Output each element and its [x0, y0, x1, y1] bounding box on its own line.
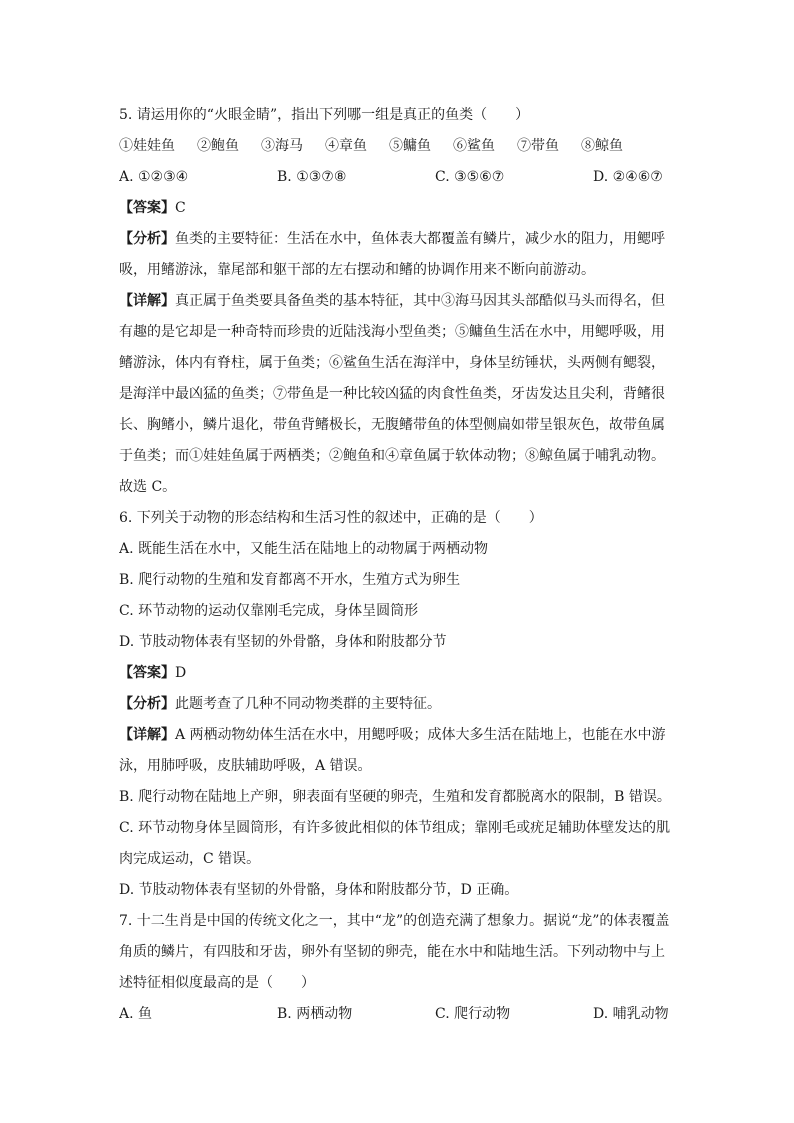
question-content — [119, 100, 675, 1030]
q5-detail-line: 有趣的是它却是一种奇特而珍贵的近陆浅海小型鱼类；⑤鳙鱼生活在水中，用鳃呼吸，用 — [119, 324, 665, 340]
q5-detail-line: 是海洋中最凶猛的鱼类；⑦带鱼是一种比较凶猛的肉食性鱼类，牙齿发达且尖利，背鳍很 — [119, 386, 665, 402]
answer-tag: 【答案】 — [119, 665, 175, 681]
q5-item: ③海马 — [261, 138, 303, 154]
q7-choice-d: D. 哺乳动物 — [593, 1006, 669, 1022]
q7-stem-line: 角质的鳞片，有四肢和牙齿，卵外有坚韧的卵壳，能在水中和陆地生活。下列动物中与上 — [119, 944, 665, 960]
q6-detail-line: C. 环节动物身体呈圆筒形，有许多彼此相似的体节组成；靠刚毛或疣足辅助体壁发达的肌 — [119, 820, 671, 836]
q5-item: ④章鱼 — [325, 138, 367, 154]
q5-choice-c: C. ③⑤⑥⑦ — [435, 169, 505, 185]
q5-stem: 5. 请运用你的“火眼金睛”，指出下列哪一组是真正的鱼类（ ） — [119, 107, 530, 123]
q6-stem: 6. 下列关于动物的形态结构和生活习性的叙述中，正确的是（ ） — [119, 510, 543, 526]
q5-choice-b: B. ①③⑦⑧ — [277, 169, 347, 185]
analysis-tag: 【分析】 — [119, 231, 175, 247]
q5-choice-a: A. ①②③④ — [119, 169, 189, 185]
q5-detail-line: 于鱼类；而①娃娃鱼属于两栖类；②鲍鱼和④章鱼属于软体动物；⑧鲸鱼属于哺乳动物。 — [119, 448, 665, 464]
q7-choices — [119, 999, 675, 1030]
q6-option-d: D. 节肢动物体表有坚韧的外骨骼，身体和附肢都分节 — [119, 634, 447, 650]
q5-items — [119, 131, 675, 162]
q5-detail-line: 长、胸鳍小，鳞片退化，带鱼背鳍极长，无腹鳍带鱼的体型侧扁如带呈银灰色，故带鱼属 — [119, 417, 665, 433]
q5-item: ⑥鲨鱼 — [453, 138, 495, 154]
q6-detail-line: D. 节肢动物体表有坚韧的外骨骼，身体和附肢都分节，D 正确。 — [119, 882, 519, 898]
q7-stem-line: 7. 十二生肖是中国的传统文化之一，其中“龙”的创造充满了想象力。据说“龙”的体表覆盖 — [119, 913, 670, 929]
q6-analysis: 【分析】此题考查了几种不同动物类群的主要特征。 — [119, 696, 441, 712]
q5-detail-line: 鳍游泳，体内有脊柱，属于鱼类；⑥鲨鱼生活在海洋中，身体呈纺锤状，头两侧有鳃裂， — [119, 355, 665, 371]
q5-detail-line: 【详解】真正属于鱼类要具备鱼类的基本特征，其中③海马因其头部酷似马头而得名，但 — [119, 293, 665, 309]
q6-option-a: A. 既能生活在水中，又能生活在陆地上的动物属于两栖动物 — [119, 541, 489, 557]
q5-analysis-line: 【分析】鱼类的主要特征：生活在水中，鱼体表大都覆盖有鳞片，减少水的阻力，用鳃呼 — [119, 231, 665, 247]
q5-detail-line: 故选 C。 — [119, 479, 177, 495]
q5-item: ①娃娃鱼 — [119, 138, 175, 154]
q6-detail-line: 【详解】A 两栖动物幼体生活在水中，用鳃呼吸；成体大多生活在陆地上，也能在水中游 — [119, 727, 666, 743]
q7-choice-c: C. 爬行动物 — [435, 1006, 511, 1022]
q5-analysis-line: 吸，用鳍游泳，靠尾部和躯干部的左右摆动和鳍的协调作用来不断向前游动。 — [119, 262, 595, 278]
q5-item: ⑦带鱼 — [517, 138, 559, 154]
q7-choice-a: A. 鱼 — [119, 1006, 153, 1022]
q6-option-b: B. 爬行动物的生殖和发育都离不开水，生殖方式为卵生 — [119, 572, 461, 588]
q7-choice-b: B. 两栖动物 — [277, 1006, 353, 1022]
detail-tag: 【详解】 — [119, 727, 175, 743]
q5-item: ⑤鳙鱼 — [389, 138, 431, 154]
q5-choice-d: D. ②④⑥⑦ — [593, 169, 663, 185]
q5-item: ②鲍鱼 — [197, 138, 239, 154]
answer-value: C — [175, 200, 186, 216]
q5-choices — [119, 162, 675, 193]
answer-tag: 【答案】 — [119, 200, 175, 216]
q6-detail-line: B. 爬行动物在陆地上产卵，卵表面有坚硬的卵壳，生殖和发育都脱离水的限制，B 错误。 — [119, 789, 671, 805]
analysis-tag: 【分析】 — [119, 696, 175, 712]
q6-option-c: C. 环节动物的运动仅靠刚毛完成，身体呈圆筒形 — [119, 603, 419, 619]
q6-detail-line: 泳，用肺呼吸，皮肤辅助呼吸，A 错误。 — [119, 758, 372, 774]
q6-answer — [119, 658, 675, 689]
q5-answer — [119, 193, 675, 224]
detail-tag: 【详解】 — [119, 293, 175, 309]
answer-value: D — [175, 665, 187, 681]
q5-item: ⑧鲸鱼 — [581, 138, 623, 154]
q7-stem-line: 述特征相似度最高的是（ ） — [119, 975, 315, 991]
q6-detail-line: 肉完成运动，C 错误。 — [119, 851, 261, 867]
